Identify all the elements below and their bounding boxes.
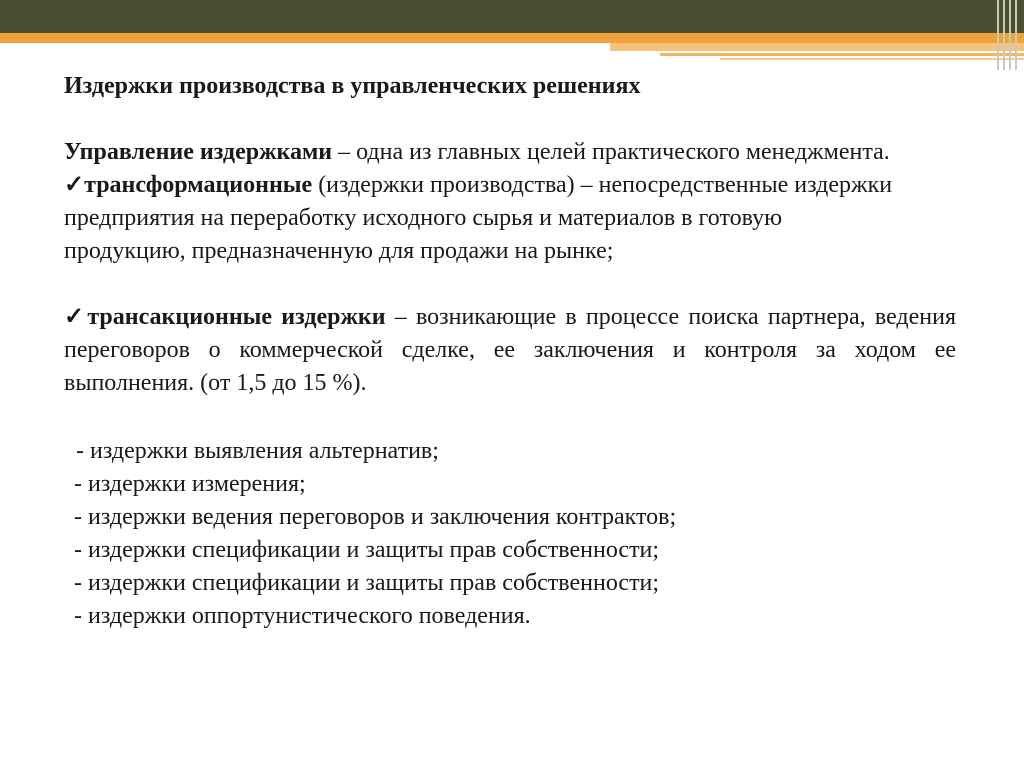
- list-item: - издержки спецификации и защиты прав собственности;: [74, 537, 660, 563]
- bullet2-text: – возникающие в процессе поиска партнера, ведения переговоров о коммерческой сделке, ее заключения и контроля за ходом ее выполнения. (от 1,5 до 15 %).: [64, 304, 956, 396]
- list-item: - издержки измерения;: [74, 471, 306, 497]
- bullet1-text-line2: предприятия на переработку исходного сырья и материалов в готовую: [64, 205, 783, 231]
- header-accent-bar-light: [610, 43, 1024, 51]
- list-item: - издержки спецификации и защиты прав собственности;: [74, 570, 660, 596]
- bullet-transactional: [64, 301, 956, 400]
- checkmark-icon: ✓: [64, 304, 88, 330]
- intro-term: Управление издержками: [64, 139, 333, 165]
- header-accent-line: [660, 53, 1024, 56]
- corner-decoration: [993, 0, 1024, 70]
- bullet1-text-line1: (издержки производства) – непосредственные издержки: [312, 172, 893, 198]
- list-item: - издержки оппортунистического поведения.: [74, 603, 531, 629]
- bullet1-text-line3: продукцию, предназначенную для продажи на рынке;: [64, 238, 614, 264]
- checkmark-icon: ✓: [64, 172, 85, 198]
- list-item: - издержки выявления альтернатив;: [76, 438, 439, 464]
- bullet-transformational: [64, 169, 956, 202]
- intro-text: – одна из главных целей практического менеджмента.: [332, 139, 890, 165]
- bullet1-term: трансформационные: [84, 172, 313, 198]
- header-accent-bar: [0, 33, 1024, 43]
- bullet2-term: трансакционные издержки: [87, 304, 386, 330]
- header-bar: [0, 0, 1024, 33]
- slide-title: Издержки производства в управленческих решениях: [64, 73, 641, 99]
- list-item: - издержки ведения переговоров и заключения контрактов;: [74, 504, 677, 530]
- intro-paragraph: [64, 136, 956, 169]
- header-accent-line-thin: [720, 58, 1024, 60]
- cost-type-list: [64, 435, 956, 633]
- slide-content: [64, 70, 956, 633]
